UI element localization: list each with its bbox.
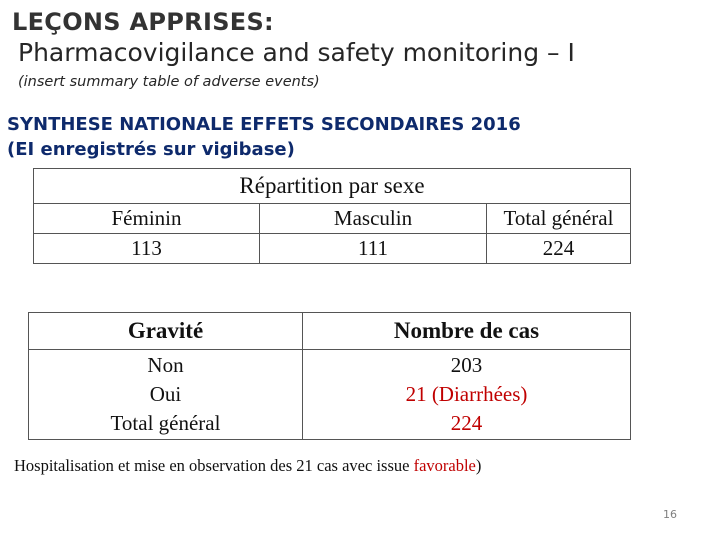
hospitalisation-text: Hospitalisation et mise en observation des 21 cas avec issue — [14, 456, 414, 475]
sex-distribution-table — [33, 168, 631, 264]
header-feminin: Féminin — [34, 204, 260, 234]
gravity-labels-cell — [29, 350, 303, 440]
hospitalisation-note — [14, 456, 481, 476]
gravity-label: Oui — [149, 382, 182, 406]
synthese-heading — [7, 112, 521, 162]
gravity-label: Non — [147, 353, 184, 377]
gravity-value: 203 — [450, 353, 483, 377]
value-feminin: 113 — [34, 234, 260, 264]
value-total: 224 — [487, 234, 631, 264]
hospitalisation-highlight: favorable — [413, 456, 476, 475]
gravity-values-cell — [303, 350, 631, 440]
slide-subtitle: Pharmacovigilance and safety monitoring – I — [18, 38, 575, 67]
header-masculin: Masculin — [260, 204, 487, 234]
gravity-label: Total général — [110, 411, 221, 435]
gravity-value: 21 (Diarrhées) — [405, 382, 528, 406]
hospitalisation-suffix: ) — [475, 456, 482, 475]
synthese-line-2: (EI enregistrés sur vigibase) — [7, 139, 295, 160]
table-caption: Répartition par sexe — [34, 169, 631, 204]
slide-note: (insert summary table of adverse events) — [18, 74, 320, 90]
page-number: 16 — [663, 508, 677, 521]
value-masculin: 111 — [260, 234, 487, 264]
gravity-value: 224 — [450, 411, 483, 435]
header-gravite: Gravité — [29, 313, 303, 350]
header-nombre-de-cas: Nombre de cas — [303, 313, 631, 350]
header-total: Total général — [487, 204, 631, 234]
slide-title: LEÇONS APPRISES: — [12, 8, 274, 36]
gravity-table — [28, 312, 631, 440]
synthese-line-1: SYNTHESE NATIONALE EFFETS SECONDAIRES 2016 — [7, 114, 521, 135]
